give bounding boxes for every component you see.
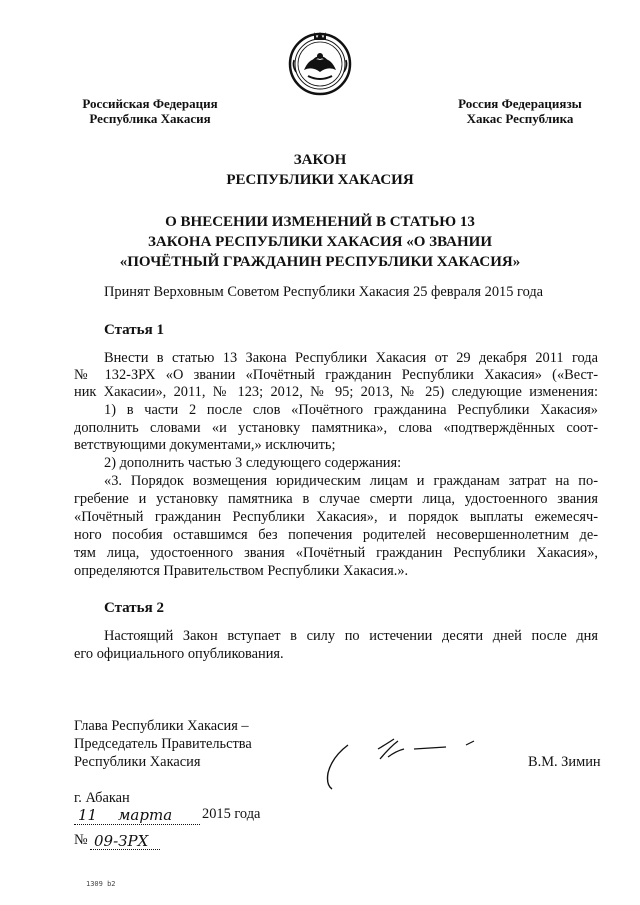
article-1-line: 2) дополнить частью 3 следующего содержания: [104,455,402,471]
title-line-3: О ВНЕСЕНИИ ИЗМЕНЕНИЙ В СТАТЬЮ 13 [165,214,475,230]
article-2-line: Настоящий Закон вступает в силу по истечении десяти дней после дня [104,628,598,644]
article-1-heading: Статья 1 [104,322,164,338]
article-1-line: 1) в части 2 после слов «Почётного гражданина Республики Хакасия» [104,402,598,418]
article-1-line: тям лица, удостоенного звания «Почётный гражданин Республики Хакасия», [74,545,598,561]
number-underline [90,849,160,850]
title-line-5: «ПОЧЁТНЫЙ ГРАЖДАНИН РЕСПУБЛИКИ ХАКАСИЯ» [119,254,521,270]
article-1-line: «3. Порядок возмещения юридическим лицам и гражданам затрат на по- [104,473,598,489]
article-1-line: ник Хакасии», 2011, № 123; 2012, № 95; 2013, № 25) следующие изменения: [74,384,598,400]
law-title [60,150,580,190]
footer-code: 1309 b2 [86,880,116,888]
article-1-line: гребение и установку памятника в случае смерти лица, удостоенного звания [74,491,598,507]
adopted-line: Принят Верховным Советом Республики Хакасия 25 февраля 2015 года [104,284,544,300]
header-right-line2: Хакас Республика [466,111,574,126]
date-month: марта [118,806,173,824]
header-left-line1: Российская Федерация [82,96,218,111]
article-1-line: № 132-ЗРХ «О звании «Почётный гражданин Республики Хакасия» («Вест- [74,367,598,383]
title-line-1: ЗАКОН [293,152,347,168]
law-number: 09-ЗРХ [94,832,149,850]
article-1-line: определяются Правительством Республики Хакасия.». [74,563,409,579]
number-prefix: № [74,832,88,848]
city: г. Абакан [74,790,130,806]
header-right [440,96,600,126]
date-underline [74,824,200,825]
article-2-line: его официального опубликования. [74,646,284,662]
article-1-line: Внести в статью 13 Закона Республики Хакасия от 29 декабря 2011 года [104,350,598,366]
article-1-line: «Почётный гражданин Республики Хакасия», и порядок выплаты ежемесяч- [74,509,598,525]
date-day: 11 [78,806,98,824]
title-line-4: ЗАКОНА РЕСПУБЛИКИ ХАКАСИЯ «О ЗВАНИИ [148,234,492,250]
signatory-name: В.М. Зимин [528,754,601,770]
date-year: 2015 года [202,806,261,822]
handwritten-signature [318,735,488,795]
law-subtitle [60,212,580,272]
coat-of-arms-emblem [284,26,356,98]
article-1-line: дополнить словами «и установку памятника», слова «подтверждённых соот- [74,420,598,436]
header-left-line2: Республика Хакасия [89,111,211,126]
signatory-title-line3: Республики Хакасия [74,754,201,770]
article-1-line: ветствующими документами,» исключить; [74,437,336,453]
article-1-line: ного пособия оставшимся без попечения родителей несовершеннолетним де- [74,527,598,543]
signatory-title-line1: Глава Республики Хакасия – [74,718,249,734]
header-right-line1: Россия Федерациязы [458,96,582,111]
article-2-heading: Статья 2 [104,600,164,616]
title-line-2: РЕСПУБЛИКИ ХАКАСИЯ [226,172,414,188]
signatory-title-line2: Председатель Правительства [74,736,252,752]
header-left [70,96,230,126]
